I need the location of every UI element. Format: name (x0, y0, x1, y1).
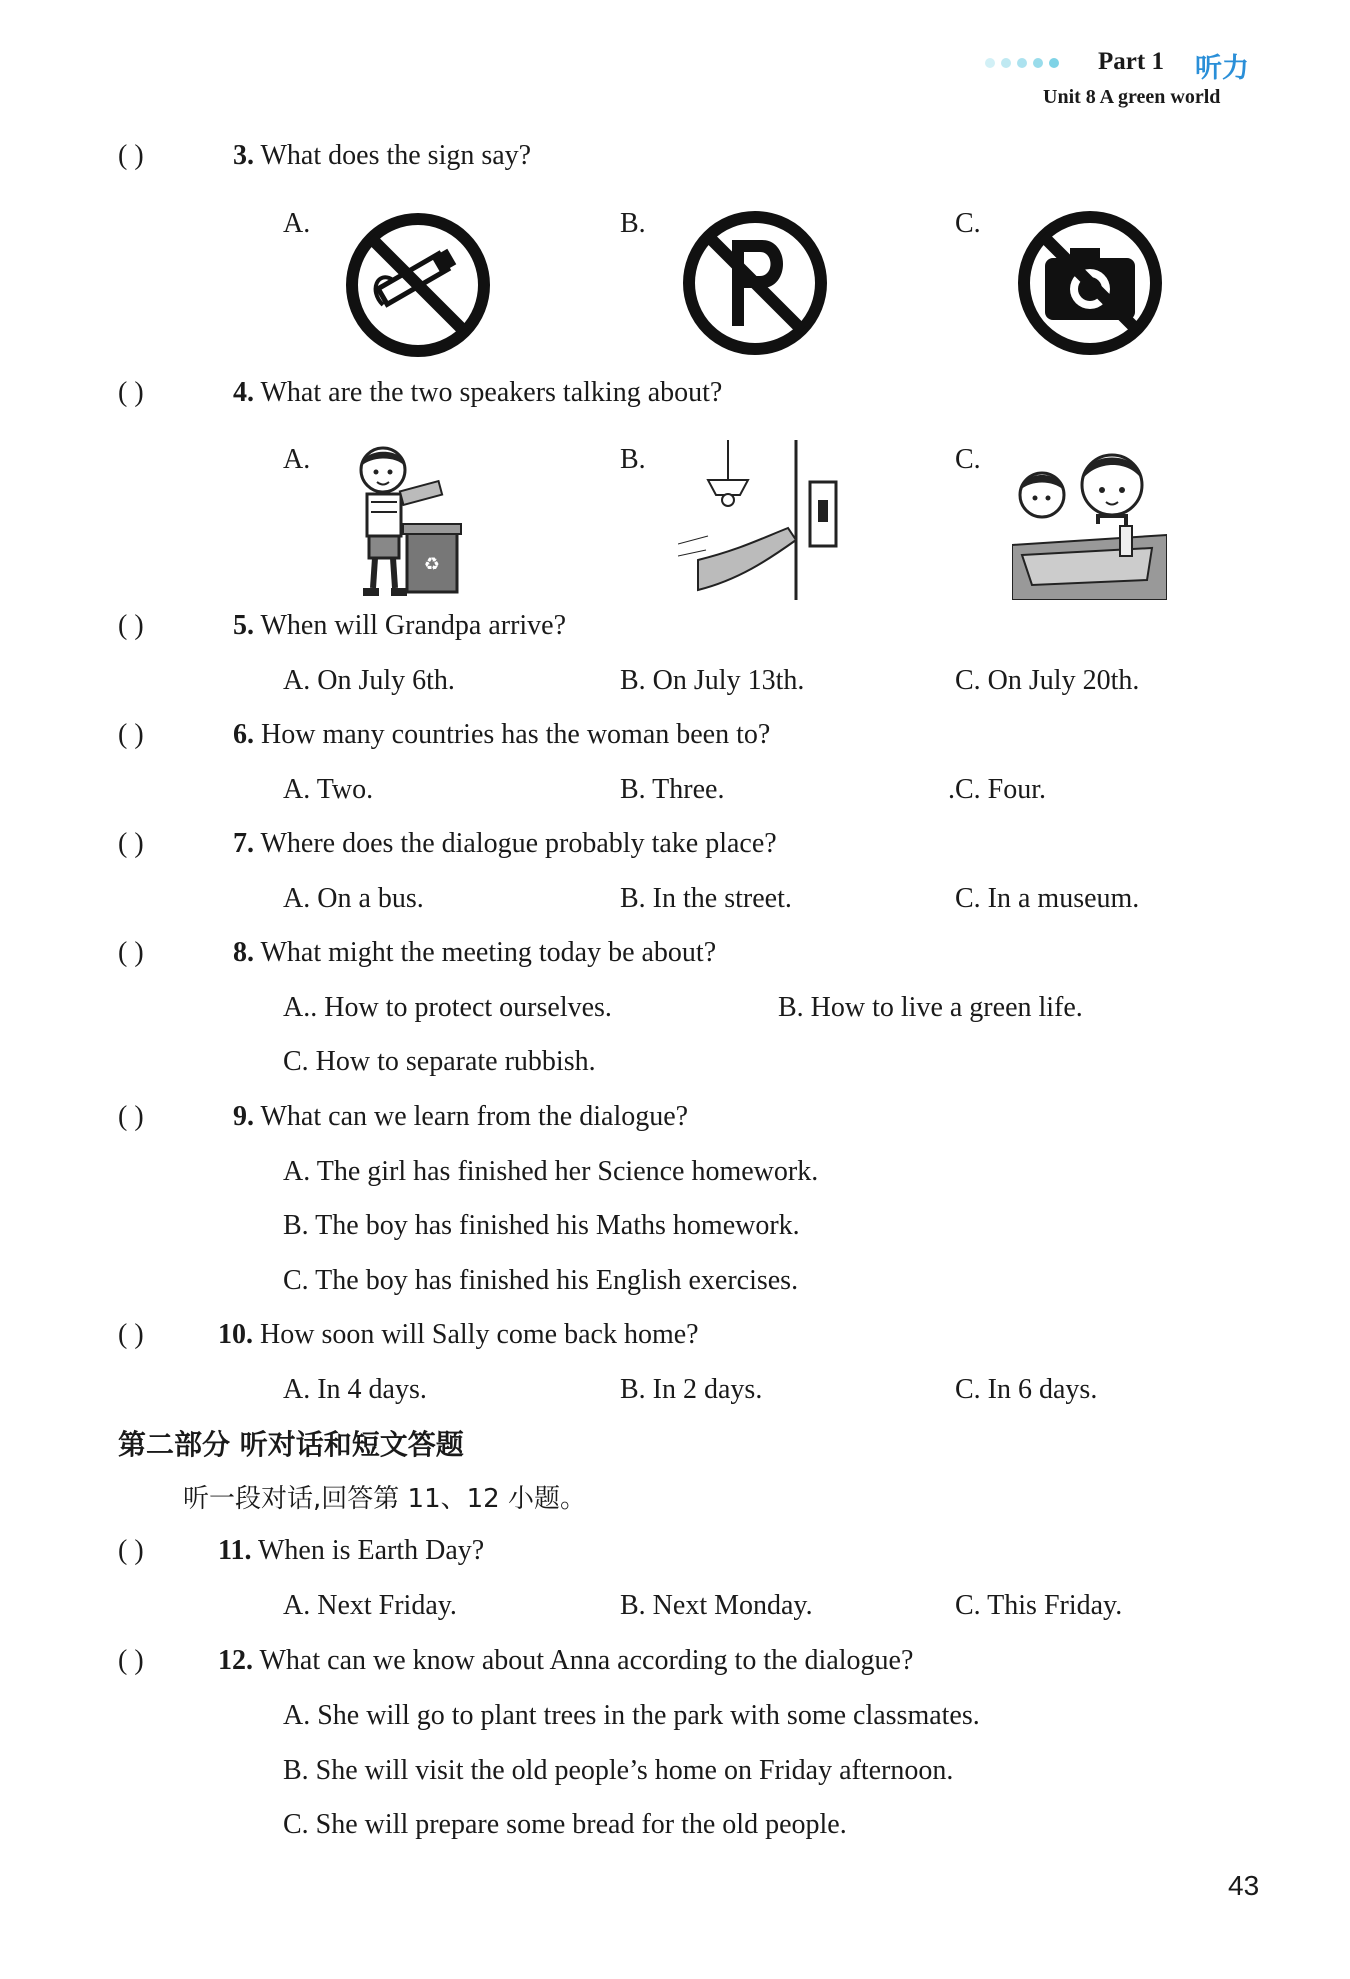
header-section-cn: 听力 (1195, 53, 1249, 84)
option-a-label: A. (283, 208, 311, 239)
no-photography-sign-icon (1015, 208, 1165, 358)
header-part: Part 1 (1098, 48, 1164, 75)
question-text: How many countries has the woman been to? (261, 719, 771, 750)
light-switch-illustration (678, 440, 848, 600)
option-b: B. In 2 days. (620, 1374, 763, 1405)
question-number: 7. (233, 828, 254, 859)
question-number: 8. (233, 937, 254, 968)
svg-text:♻: ♻ (423, 554, 441, 575)
question-4 (118, 377, 722, 409)
option-a: A. On a bus. (283, 883, 424, 914)
option-c: C. She will prepare some bread for the old people. (283, 1809, 847, 1840)
no-parking-sign-icon (680, 208, 830, 358)
question-text: What might the meeting today be about? (260, 937, 717, 968)
question-8 (118, 937, 716, 969)
header-dots (985, 56, 1059, 70)
answer-blank[interactable]: ( ) (118, 719, 144, 750)
question-7 (118, 828, 777, 860)
option-b: B. The boy has finished his Maths homework. (283, 1210, 800, 1241)
question-number: 4. (233, 377, 254, 408)
option-c: C. In 6 days. (955, 1374, 1098, 1405)
question-12 (118, 1645, 913, 1677)
option-b: B. In the street. (620, 883, 792, 914)
option-c: C. This Friday. (955, 1590, 1123, 1621)
question-text: How soon will Sally come back home? (260, 1319, 699, 1350)
section-instruction: 听一段对话,回答第 11、12 小题。 (183, 1484, 586, 1514)
question-number: 3. (233, 140, 254, 171)
option-b-label: B. (620, 208, 646, 239)
answer-blank[interactable]: ( ) (118, 1535, 144, 1566)
question-text: What can we learn from the dialogue? (260, 1101, 689, 1132)
option-c-label: C. (955, 208, 981, 239)
question-text: What can we know about Anna according to the dialogue? (259, 1645, 914, 1676)
answer-blank[interactable]: ( ) (118, 1319, 144, 1350)
question-number: 11. (218, 1535, 252, 1566)
question-number: 10. (218, 1319, 253, 1350)
option-b: B. Next Monday. (620, 1590, 813, 1621)
question-text: What does the sign say? (260, 140, 532, 171)
question-number: 12. (218, 1645, 253, 1676)
option-b: B. Three. (620, 774, 725, 805)
question-text: What are the two speakers talking about? (260, 377, 723, 408)
option-b-label: B. (620, 444, 646, 475)
section-title: 第二部分 听对话和短文答题 (118, 1428, 464, 1461)
page-number: 43 (1228, 1870, 1260, 1901)
option-c: C. In a museum. (955, 883, 1140, 914)
option-a: A. In 4 days. (283, 1374, 427, 1405)
option-a-label: A. (283, 444, 311, 475)
option-a: A. Two. (283, 774, 374, 805)
option-a: A.. How to protect ourselves. (283, 992, 612, 1023)
option-c: C. How to separate rubbish. (283, 1046, 596, 1077)
option-a: A. The girl has finished her Science homework. (283, 1156, 819, 1187)
option-a: A. She will go to plant trees in the park with some classmates. (283, 1700, 980, 1731)
option-b: B. She will visit the old people’s home on Friday afternoon. (283, 1755, 954, 1786)
option-b: B. How to live a green life. (778, 992, 1083, 1023)
question-number: 5. (233, 610, 254, 641)
answer-blank[interactable]: ( ) (118, 1645, 144, 1676)
question-5 (118, 610, 566, 642)
answer-blank[interactable]: ( ) (118, 377, 144, 408)
question-number: 6. (233, 719, 254, 750)
option-a: A. Next Friday. (283, 1590, 457, 1621)
answer-blank[interactable]: ( ) (118, 610, 144, 641)
option-c: .C. Four. (948, 774, 1047, 805)
answer-blank[interactable]: ( ) (118, 937, 144, 968)
question-number: 9. (233, 1101, 254, 1132)
option-c: C. The boy has finished his English exercises. (283, 1265, 799, 1296)
answer-blank[interactable]: ( ) (118, 1101, 144, 1132)
question-6 (118, 719, 770, 751)
children-washing-hands-illustration (1012, 440, 1167, 600)
question-11 (118, 1535, 484, 1567)
option-b: B. On July 13th. (620, 665, 805, 696)
question-10 (118, 1319, 699, 1351)
question-9 (118, 1101, 688, 1133)
option-c-label: C. (955, 444, 981, 475)
boy-recycling-illustration (345, 440, 465, 600)
no-smoking-sign-icon (343, 210, 493, 360)
question-text: Where does the dialogue probably take place? (260, 828, 777, 859)
answer-blank[interactable]: ( ) (118, 140, 144, 171)
header-unit: Unit 8 A green world (1043, 86, 1221, 108)
option-c: C. On July 20th. (955, 665, 1140, 696)
option-a: A. On July 6th. (283, 665, 455, 696)
question-text: When is Earth Day? (257, 1535, 485, 1566)
answer-blank[interactable]: ( ) (118, 828, 144, 859)
question-text: When will Grandpa arrive? (260, 610, 567, 641)
question-3 (118, 140, 531, 172)
